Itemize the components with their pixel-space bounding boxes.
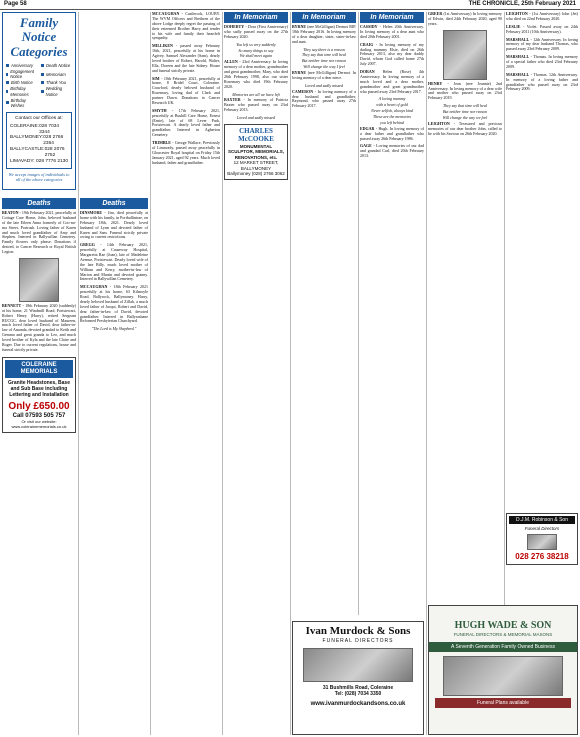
portrait-photo bbox=[443, 30, 487, 80]
memoriam-notice: CAMERON - In loving memory of a dear husband and grandfather, Raymond, who passed away 27th February 2017. bbox=[292, 88, 356, 109]
section-heading: Deaths bbox=[2, 198, 76, 209]
coleraine-memorials-ad: COLERAINE MEMORIALS Granite Headstones, Base and Sub Base including Lettering and Installation Only £650.00 Call 07593 505 757 Or visit our website: www.colerainememorials.co.uk bbox=[2, 357, 76, 433]
office-row: COLERAINE: 028 7034 3344 bbox=[10, 123, 60, 135]
building-photo bbox=[527, 534, 557, 550]
section-heading: In Memoriam bbox=[292, 12, 356, 23]
death-notice: DINSMORE - Jim, died peacefully at home with his family, in Portballintrae, on February 18th, 2021. Dearly loved husband of Lynn and devoted father of Karen and Sam. Funeral strictly private owing to current restrictions. bbox=[80, 210, 148, 240]
page-number: Page 58 bbox=[4, 1, 27, 7]
memoriam-notice: CASSIDY - Helen 20th Anniversary. In loving memory of a dear aunt who died 20th February 2001. bbox=[360, 24, 424, 39]
column-5-memoriam: In Memoriam BYRNE (nee McGilligan) Dermot RIP. 18th February 2016. In loving memory of a dear daughter, sister, sister-in-law and aunt. They say there is a reason They say that time will heal But neither time nor reason Will change the way I feel BYRNE (nee McGilligan) Dermot. In loving memory of a dear niece. Loved and sadly missed CAMERON - In loving memory of a dear husband and grandfather, Raymond, who passed away 27th February 2017. bbox=[292, 14, 356, 109]
death-notice: GREGG - 14th February 2021, peacefully at Causeway Hospital, Margaretta Rae (Joan), late of Madeleine Avenue, Portstewart. Dearly loved wife of the late Billy, much loved mother of William and Kerry, mother-in-law of Marion and Martin and devoted granny. Interred in Ballywillan Cemetery. bbox=[80, 242, 148, 282]
ivan-murdock-ad: Ivan Murdock & Sons FUNERAL DIRECTORS 31 Bushmills Road, Coleraine Tel: (028) 7034 3350 www.ivanmurdockandsons.co.uk bbox=[292, 621, 424, 735]
premises-photo bbox=[443, 656, 563, 696]
family-notice-title: Family Notice Categories bbox=[10, 15, 68, 59]
column-6-memoriam: In Memoriam CASSIDY - Helen 20th Anniversary. In loving memory of a dear aunt who died 20th February 2001. CRAIG - In loving memory of my darling mummy Elsie, died on 26th February 2013, also my dear daddy David, whom God called home 27th July 2007. DORAN Helen (Rose) 4th Anniversary. In loving memory of a much loved and a dear mother, grandmother and great grandmother who passed away 23rd February 2017. A loving mummy with a heart of gold Never selfish, always kind These are the memories you left behind EDGAR - Hugh. In loving memory of a dear father and grandfather who passed away 26th February 1986. GAGE - Loving memories of our dad and grandad Carl, died 20th February 2013. bbox=[360, 14, 424, 159]
bullet-icon bbox=[6, 90, 8, 93]
memoriam-notice: BAXTER - In memory of Patricia Baxter who passed away on 23rd February 2013. bbox=[224, 97, 288, 113]
memoriam-notice: MARSHALL - Thomas. 12th Anniversary. In memory of a loving father and grandfather who passed away on 23rd February 2009. bbox=[506, 71, 578, 92]
death-notice: BENNETT - 18th February 2020 (suddenly) at his home, 21 Windmill Road, Portstewart, Robert Henry (Harry), retired Sergeant RUCGC, dear loved husband of Maureen, much loved father of David, dear father-in-law of Amanda, devoted grandad to Keith and Gemma and great granda to Leo, and much loved brother of Kyla and the late Claire and Roger. Due to current regulations, house and funeral strictly private. bbox=[2, 302, 76, 352]
column-divider bbox=[222, 12, 223, 735]
publication-title: THE CHRONICLE, 25th February 2021 bbox=[468, 1, 576, 7]
category-item: Engagement Notice bbox=[6, 69, 37, 79]
category-item: Anniversary bbox=[6, 63, 37, 68]
category-item: Memoriam bbox=[41, 69, 72, 79]
bullet-icon bbox=[6, 81, 9, 84]
memoriam-notice: MARSHALL - 12th Anniversary. In loving memory of my dear husband Thomas, who passed away 23rd February 2009. bbox=[506, 36, 578, 52]
bullet-icon bbox=[6, 101, 9, 104]
bullet-icon bbox=[6, 73, 8, 76]
memoriam-notice: LESLIE - Violet. Passed away on 24th February 2011 (10th Anniversary). bbox=[506, 23, 578, 34]
memoriam-notice: GREER (1st Anniversary) In loving memory of Edwin, died 24th February 2020, aged 90 years. bbox=[428, 12, 502, 26]
category-item: Birth Notice bbox=[6, 80, 37, 85]
hugh-wade-ad: HUGH WADE & SON FUNERAL DIRECTORS & MEMORIAL MASONS A Seventh Generation Family Owned Business Funeral Plans available bbox=[428, 605, 578, 735]
bullet-icon bbox=[41, 81, 44, 84]
category-item: Death Notice bbox=[41, 63, 72, 68]
hearse-photo bbox=[303, 648, 413, 682]
mccooke-ad: CHARLES McCOOKE MONUMENTAL SCULPTOR, MEMORIALS, RENOVATIONS, etc. 12 MARKET STREET, BALLYMONEY Ballymoney (028) 2766 3062 bbox=[224, 124, 288, 180]
office-row: LIMAVADY: 028 7776 2130 bbox=[10, 158, 68, 164]
bullet-icon bbox=[41, 73, 44, 76]
death-notice: SMYTH - 17th February 2021, peacefully at Bushill Care Home, Ernest (Ernie), late of 68 Lever Park, Portstewart. A dearly loved father and grandfather. Interred in Agherton Cemetery. bbox=[152, 107, 220, 138]
bullet-icon bbox=[6, 64, 9, 67]
category-item: Birthday Wishes bbox=[6, 98, 37, 108]
memoriam-notice: BYRNE (nee McGilligan) Dermot RIP. 18th February 2016. In loving memory of a dear daughter, sister, sister-in-law and aunt. bbox=[292, 24, 356, 44]
verse: "The Lord is My Shepherd." bbox=[91, 326, 137, 332]
column-divider bbox=[358, 12, 359, 615]
memoriam-notice: CRAIG - In loving memory of my darling mummy Elsie, died on 26th February 2013, also my dear daddy David, whom God called home 27th July 2007. bbox=[360, 41, 424, 67]
memoriam-notice: GAGE - Loving memories of our dad and grandad Carl, died 20th February 2013. bbox=[360, 143, 424, 159]
column-2-deaths bbox=[80, 198, 148, 735]
office-row: BALLYMONEY: 028 2766 2364 bbox=[10, 135, 64, 147]
family-notice-box bbox=[2, 12, 76, 190]
column-7-memoriam: GREER (1st Anniversary) In loving memory of Edwin, died 24th February 2020, aged 90 years. HENRY - Jean (nee Jeannie) 2nd Anniversary. In loving memory of a dear wife and mother who passed away on 23rd February 2019. They say that time will heal But neither time nor reason Will change the way we feel LEIGHTON - Treasured and precious memories of our dear brother John, called to be with his Saviour on 26th February 2020. bbox=[428, 12, 502, 136]
bullet-icon bbox=[41, 90, 44, 93]
office-contacts: Contact our Offices at: COLERAINE: 028 7034 3344 BALLYMONEY: 028 2766 2364 BALLYCASTLE: 028 2076 2752 LIMAVADY: 028 7776 2130 bbox=[6, 112, 72, 169]
office-row: BALLYCASTLE: 028 2076 2752 bbox=[10, 147, 65, 158]
memoriam-notice: ALLEN - 23rd Anniversary. In loving memory of a dear mother, grandmother and great grandmother, Mary, who died 26th February 1998, also our sister Rosemary who died 19th February 2020. bbox=[224, 59, 288, 89]
memoriam-notice: LEIGHTON - Treasured and precious memories of our dear brother John, called to be with his Saviour on 26th February 2020. bbox=[428, 120, 502, 136]
page-header bbox=[0, 0, 580, 10]
category-item: Thank You bbox=[41, 80, 72, 85]
category-list bbox=[6, 63, 72, 108]
column-3-deaths bbox=[152, 12, 220, 735]
death-notice: MILLIKEN - passed away February 16th, 2021, peacefully at his home in Agivey, Samuel Alexander (Sam), dearly loved brother of Robert, Harold, Walter, Ella, Doreen and the late Sidney. House and funeral strictly private. bbox=[152, 43, 220, 73]
death-notice: TRIMBLE - George Wallace, Previously of Limavady, passed away peacefully in Gloucester Royal hospital on Friday 15th January 2021, aged 92 years. Much loved husband, father and grandfather. bbox=[152, 140, 220, 165]
column-4-memoriam: In Memoriam DOHERTY - Dora (First Anniversary) who sadly passed away on the 27th February 2020. You left so very suddenly So many things to say We shall meet again ALLEN - 23rd Anniversary. In loving memory of a dear mother, grandmother and great grandmother, Mary, who died 26th February 1998, also our sister Rosemary who died 19th February 2020. Memories are all we have left BAXTER - In memory of Patricia Baxter who passed away on 23rd February 2013. Loved and sadly missed CHARLES McCOOKE MONUMENTAL SCULPTOR, MEMORIALS, RENOVATIONS, etc. 12 MARKET STREET, BALLYMONEY Ballymoney (028) 2766 3062 bbox=[224, 12, 288, 735]
category-item: Birthday Memories bbox=[6, 86, 37, 96]
death-notice: BEATON - 19th February 2021, peacefully at Cottage Care Home, John, beloved husband of the late Eileen Anna formerly of Coo-na-ma Street, Portrush. Loving father of Karen and much loved grandfather of Amy and Stephen. Interred in Ballywillan Cemetery. Family flowers only please. Donations if desired, to Cancer Research or Royal British Legion. bbox=[2, 210, 76, 254]
memoriam-notice: DORAN Helen (Rose) 4th Anniversary. In loving memory of a much loved and a dear mother, grandmother and great grandmother who passed away 23rd February 2017. bbox=[360, 69, 424, 94]
death-notice: MCCAUGHAN - Castlerock, LOUBY. The WVM Officers and Brethren of the above Lodge deeply regret the passing of their esteemed Brother Harry and tender to his wife and family their heartfelt sympathy. bbox=[152, 12, 220, 41]
memoriam-notice: LEIGHTON - (1st Anniversary) John (Jet) who died on 22nd February 2020. bbox=[506, 12, 578, 21]
memoriam-notice: HENRY - Jean (nee Jeannie) 2nd Anniversary. In loving memory of a dear wife and mother who passed away on 23rd February 2019. bbox=[428, 80, 502, 101]
memoriam-notice: MARSHALL - Thomas. In loving memory of a special father who died 23rd February 2009. bbox=[506, 54, 578, 69]
category-item: Wedding Notice bbox=[41, 86, 72, 96]
section-heading: Deaths bbox=[80, 198, 148, 209]
memoriam-notice: EDGAR - Hugh. In loving memory of a dear father and grandfather who passed away 26th February 1986. bbox=[360, 125, 424, 141]
death-notice: SIM - 10th February 2021, peacefully at home, 8 Bridel Court, Coleraine. Crawford, dearly beloved husband of Rosemary, loving dad of Clark and partner Dawn. Donations to Cancer Research UK. bbox=[152, 75, 220, 105]
portrait-photo bbox=[19, 258, 59, 302]
section-heading: In Memoriam bbox=[360, 12, 424, 23]
column-divider bbox=[426, 12, 427, 735]
column-divider bbox=[290, 12, 291, 735]
bullet-icon bbox=[41, 64, 44, 67]
death-notice: MCCAUGHAN - 18th February 2021 peacefully at his home, 63 Kilmoyle Road, Ballyrock, Ballymoney. Harry, dearly beloved husband of Zillah, a much loved father of Jacqui, Robert and David, dear father-in-law of David, devoted grandfather. Interred in Ballyrashane Reformed Presbyterian Churchyard. bbox=[80, 284, 148, 324]
column-1-deaths bbox=[2, 198, 76, 735]
memoriam-notice: BYRNE (nee McGilligan) Dermot. In loving memory of a dear niece. bbox=[292, 70, 356, 80]
column-divider bbox=[150, 12, 151, 735]
column-divider bbox=[78, 12, 79, 735]
image-note: We accept images of individuals to all of the above categories bbox=[8, 171, 70, 183]
section-heading: In Memoriam bbox=[224, 12, 288, 23]
robinson-funeral-ad: D.J.M. Robinson & Son Funeral Directors 028 276 38218 bbox=[506, 513, 578, 565]
memoriam-notice: DOHERTY - Dora (First Anniversary) who sadly passed away on the 27th February 2020. bbox=[224, 24, 288, 39]
